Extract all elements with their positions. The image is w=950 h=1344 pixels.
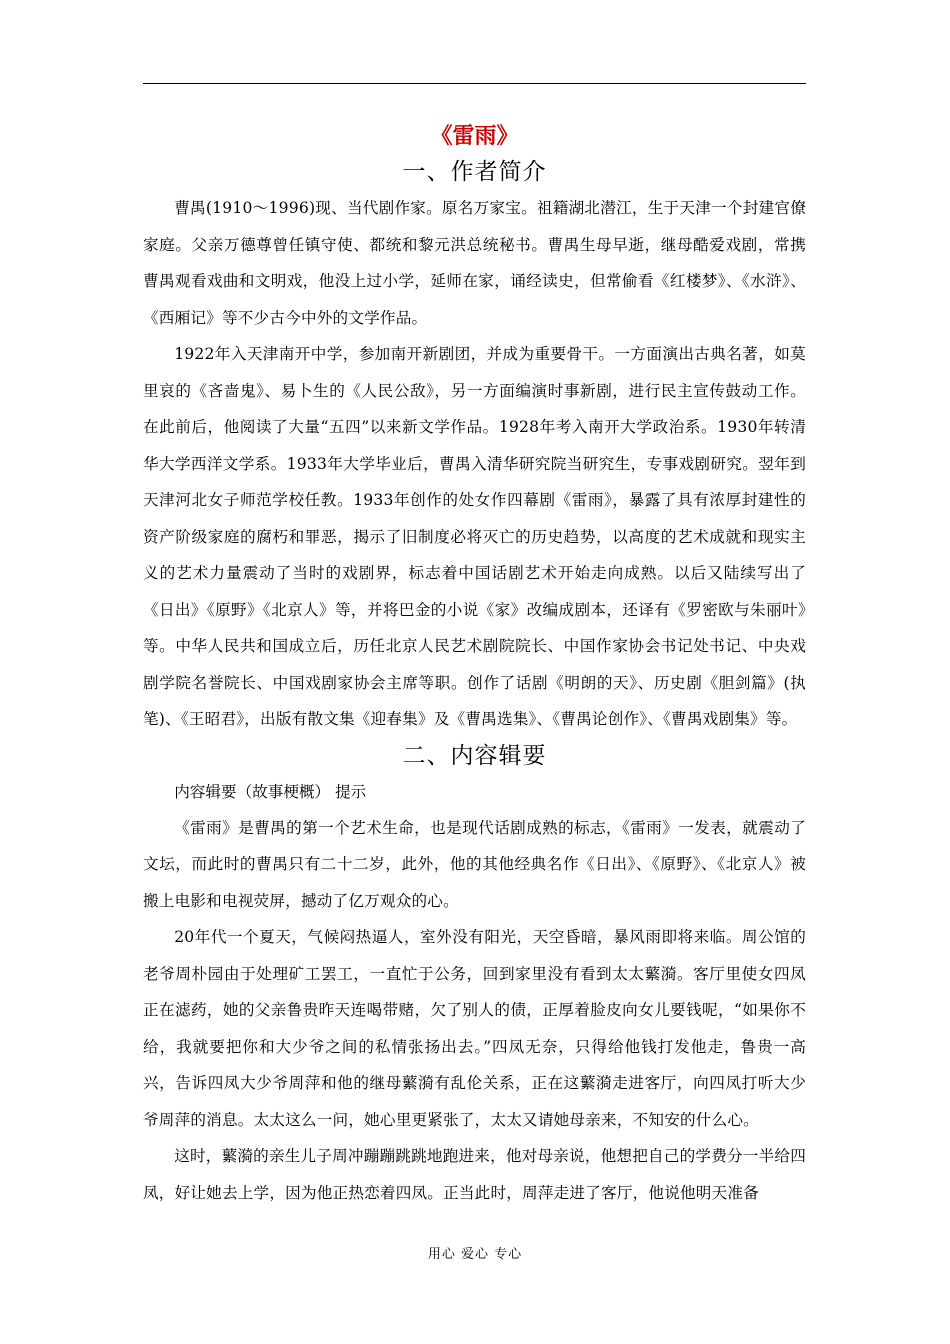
document-title: 《雷雨》 <box>430 123 519 149</box>
header-rule <box>143 83 806 84</box>
summary-subheading: 内容辑要（故事梗概） 提示 <box>174 782 367 801</box>
paragraph: 20年代一个夏天，气候闷热逼人，室外没有阳光，天空昏暗，暴风雨即将来临。周公馆的老爷周朴园由于处理矿工罢工，一直忙于公务，回到家里没有看到太太蘩漪。客厅里使女四凤正在滤药，她的父亲鲁贵昨天连喝带赌，欠了别人的债，正厚着脸皮向女儿要钱呢，“如果你不给，我就要把你和大少爷之间的私情张扬出去。”四凤无奈，只得给他钱打发他走，鲁贵一高兴，告诉四凤大少爷周萍和他的继母蘩漪有乱伦关系，正在这蘩漪走进客厅，向四凤打听大少爷周萍的消息。太太这么一问，她心里更紧张了，太太又请她母亲来，不知安的什么心。 <box>143 928 806 1129</box>
section-heading-summary: 二、内容辑要 <box>402 742 547 769</box>
section-heading-author: 一、作者简介 <box>402 159 547 185</box>
paragraph: 《雷雨》是曹禺的第一个艺术生命，也是现代话剧成熟的标志，《雷雨》一发表，就震动了文坛，而此时的曹禺只有二十二岁，此外，他的其他经典名作《日出》、《原野》、《北京人》被搬上电影和电视荧屏，撼动了亿万观众的心。 <box>143 818 806 910</box>
paragraph: 这时，蘩漪的亲生儿子周冲蹦蹦跳跳地跑进来，他对母亲说，他想把自己的学费分一半给四凤，好让她去上学，因为他正热恋着四凤。正当此时，周萍走进了客厅，他说他明天准备 <box>143 1147 806 1202</box>
document-body <box>143 118 806 1211</box>
page-footer: 用心 爱心 专心 <box>427 1247 523 1262</box>
paragraph: 1922年入天津南开中学，参加南开新剧团，并成为重要骨干。一方面演出古典名著，如莫里哀的《吝啬鬼》、易卜生的《人民公敌》，另一方面编演时事新剧，进行民主宣传鼓动工作。在此前后，他阅读了大量“五四”以来新文学作品。1928年考入南开大学政治系。1930年转清华大学西洋文学系。1933年大学毕业后，曹禺入清华研究院当研究生，专事戏剧研究。翌年到天津河北女子师范学校任教。1933年创作的处女作四幕剧《雷雨》，暴露了具有浓厚封建性的资产阶级家庭的腐朽和罪恶，揭示了旧制度必将灭亡的历史趋势，以高度的艺术成就和现实主义的艺术力量震动了当时的戏剧界，标志着中国话剧艺术开始走向成熟。以后又陆续写出了《日出》《原野》《北京人》等，并将巴金的小说《家》改编成剧本，还译有《罗密欧与朱丽叶》等。中华人民共和国成立后，历任北京人民艺术剧院院长、中国作家协会书记处书记、中央戏剧学院名誉院长、中国戏剧家协会主席等职。创作了话剧《明朗的天》、历史剧《胆剑篇》(执笔)、《王昭君》，出版有散文集《迎春集》及《曹禺选集》、《曹禺论创作》、《曹禺戏剧集》等。 <box>143 345 806 728</box>
paragraph: 曹禺(1910～1996)现、当代剧作家。原名万家宝。祖籍湖北潜江，生于天津一个封建官僚家庭。父亲万德尊曾任镇守使、都统和黎元洪总统秘书。曹禺生母早逝，继母酷爱戏剧，常携曹禺观看戏曲和文明戏，他没上过小学，延师在家，诵经读史，但常偷看《红楼梦》、《水浒》、《西厢记》等不少古今中外的文学作品。 <box>143 199 806 327</box>
